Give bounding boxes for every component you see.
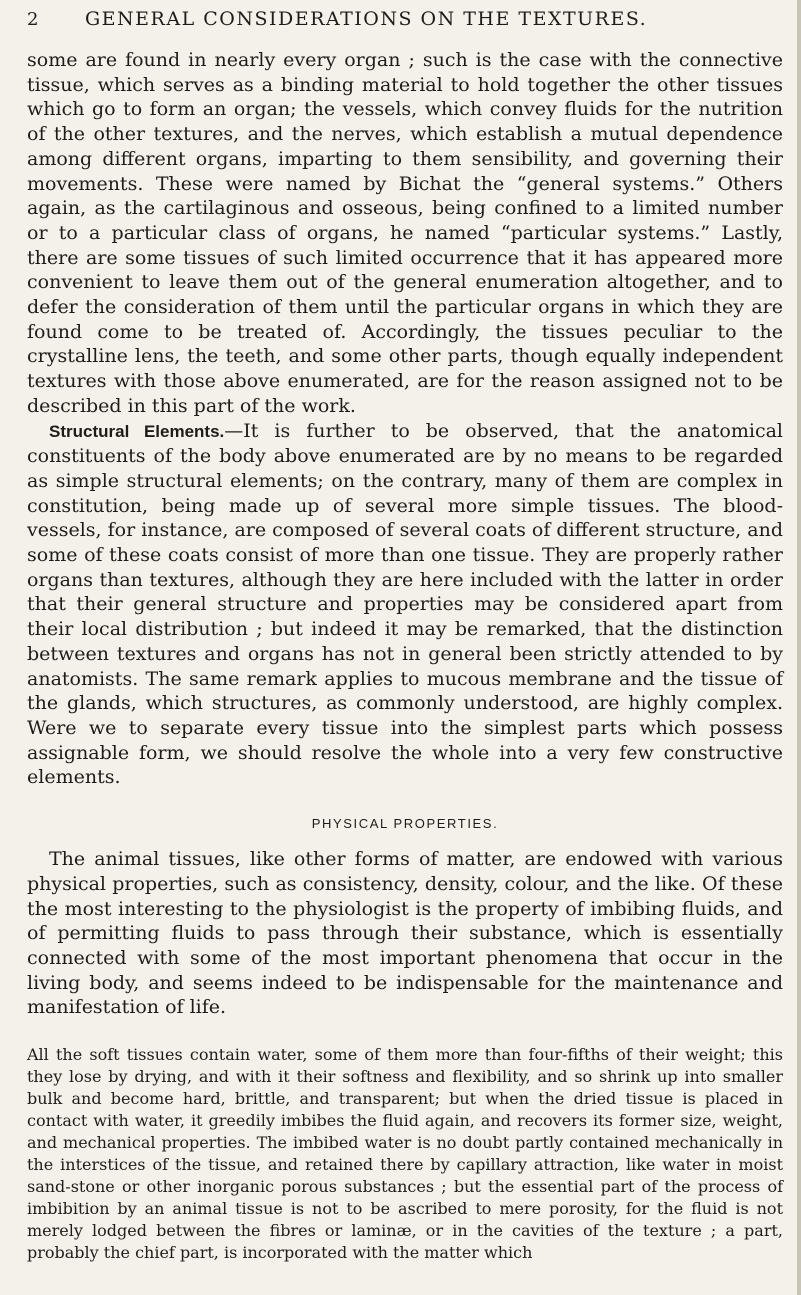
paragraph-structural-elements (27, 419, 783, 791)
page-edge-shadow (797, 0, 801, 1295)
running-head (27, 8, 783, 36)
paragraph-physical-properties-text: The animal tissues, like other forms of matter, are endowed with various physical properties, such as consistency, density, colour, and the like. Of these the most interesting to the physiologist is the property of imbibing fluids, and of permitting fluids to pass through their substance, which is essentially connected with some of the most important phenomena that occur in the living body, and seems indeed to be indispensable for the maintenance and manifestation of life. (27, 848, 783, 1019)
running-head-title: GENERAL CONSIDERATIONS ON THE TEXTURES. (85, 8, 648, 30)
section-heading: PHYSICAL PROPERTIES. (311, 816, 499, 832)
run-in-heading: Structural Elements. (49, 421, 225, 441)
page-number: 2 (27, 9, 40, 30)
paragraph-small-print-text: All the soft tissues contain water, some of them more than four-fifths of their weight; this they lose by drying, and with it their softness and flexibility, and so shrink up into smaller bulk and become hard, brittle, and transparent; but when the dried tissue is placed in contact with water, it greedily imbibes the fluid again, and recovers its former size, weight, and mechanical properties. The imbibed water is no doubt partly contained mechanically in the interstices of the tissue, and retained there by capillary attraction, like water in moist sand-stone or other inorganic porous substances ; but the essential part of the process of imbibition by an animal tissue is not to be ascribed to mere porosity, for the fluid is not merely lodged between the fibres or laminæ, or in the cavities of the texture ; a part, probably the chief part, is incorporated with the matter which (27, 1045, 783, 1263)
paragraph-physical-properties (27, 847, 783, 1020)
paragraph-small-print (27, 1044, 783, 1264)
paragraph-structural-elements-text: —It is further to be observed, that the anatomical constituents of the body above enumerated are by no means to be regarded as simple structural elements; on the contrary, many of them are complex in constitution, being made up of several more simple tissues. The blood-vessels, for instance, are composed of several coats of different structure, and some of these coats consist of more than one tissue. They are properly rather organs than textures, although they are here included with the latter in order that their general structure and properties may be considered apart from their local distribution ; but indeed it may be remarked, that the distinction between textures and organs has not in general been strictly attended to by anatomists. The same remark applies to mucous membrane and the tissue of the glands, which structures, as commonly understood, are highly complex. Were we to separate every tissue into the simplest parts which possess assignable form, we should resolve the whole into a very few constructive elements. (27, 419, 783, 789)
paragraph-systems: some are found in nearly every organ ; such is the case with the connective tissue, which serves as a binding material to hold together the other tissues which go to form an organ; the vessels, which convey fluids for the nutrition of the other textures, and the nerves, which establish a mutual dependence among different organs, imparting to them sensibility, and governing their movements. These were named by Bichat the “general systems.” Others again, as the cartilaginous and osseous, being confined to a limited number or to a particular class of organs, he named “particular systems.” Lastly, there are some tissues of such limited occurrence that it has appeared more convenient to leave them out of the general enumeration altogether, and to defer the consideration of them until the particular organs in which they are found come to be treated of. Accordingly, the tissues peculiar to the crystalline lens, the teeth, and some other parts, though equally independent textures with those above enumerated, are for the reason assigned not to be described in this part of the work. (27, 49, 783, 417)
